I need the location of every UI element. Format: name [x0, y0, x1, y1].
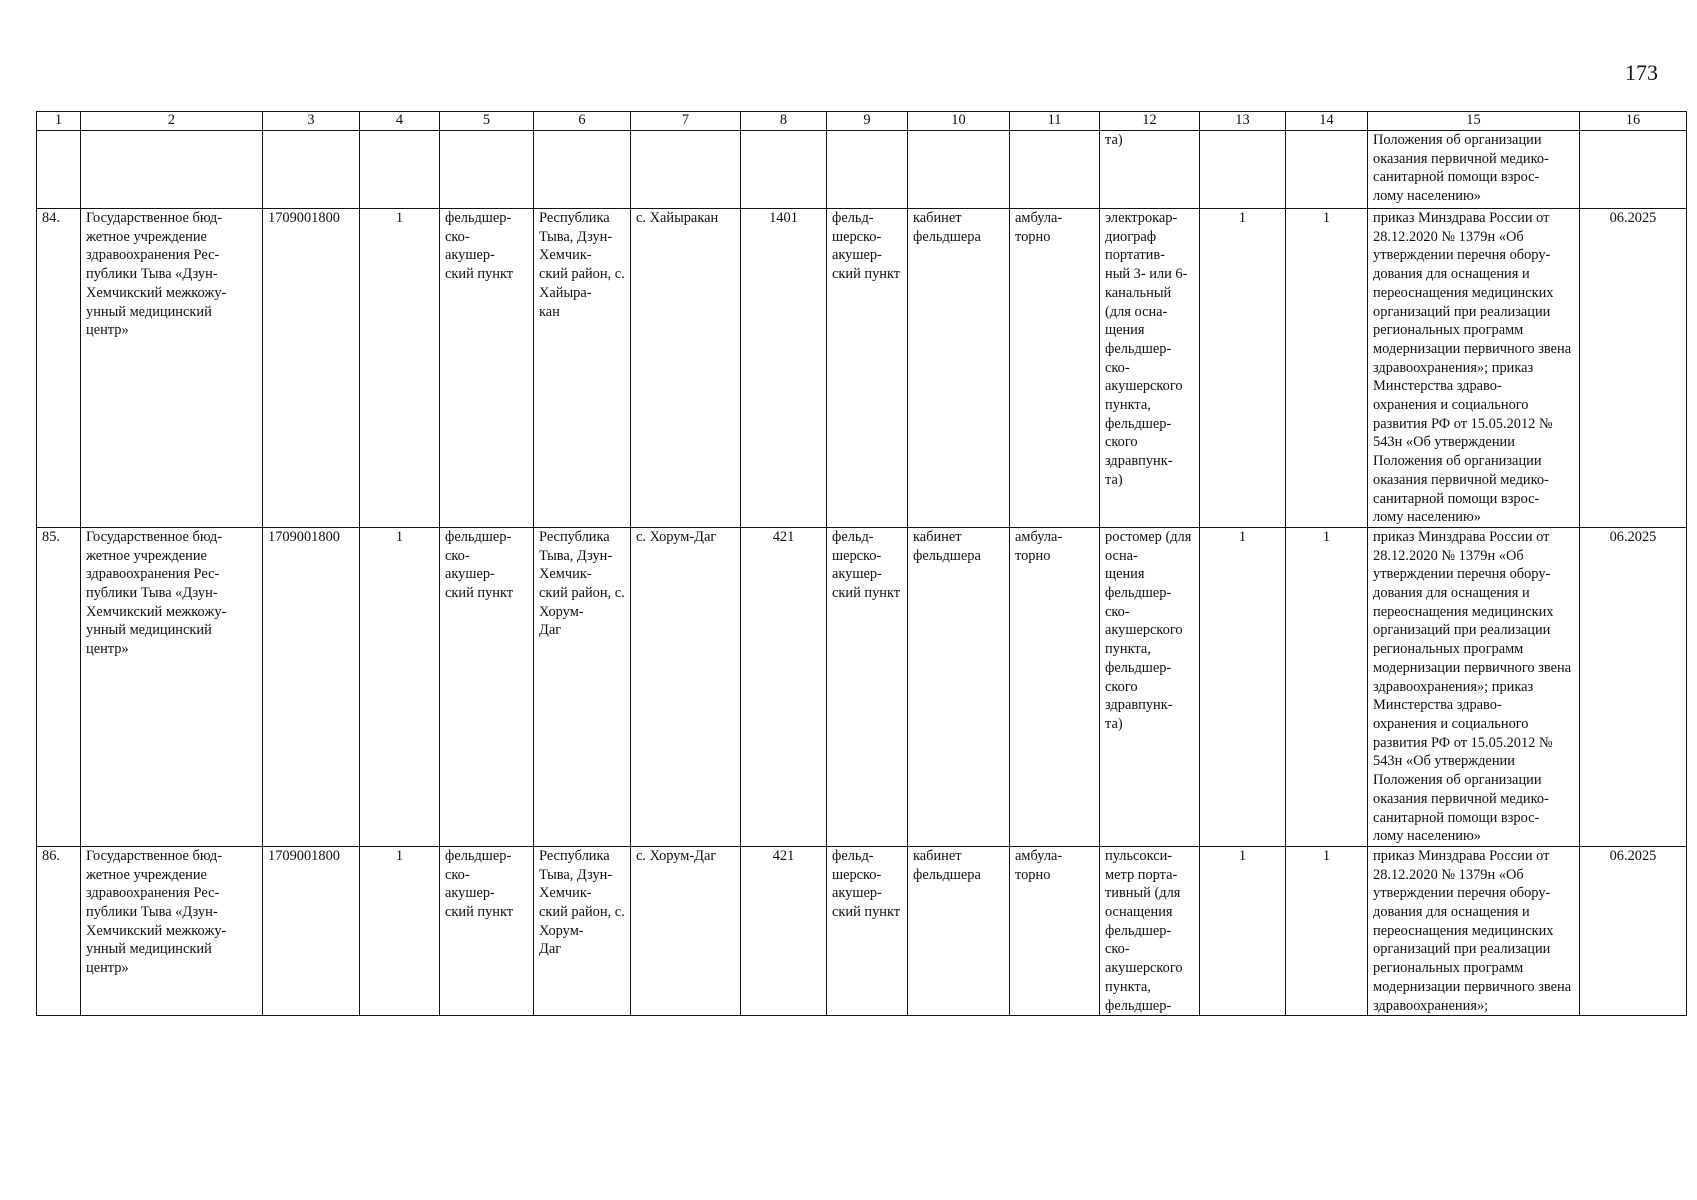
column-number-row: [37, 112, 1687, 131]
col13-cell: 1: [1200, 846, 1286, 1015]
date-cell: 06.2025: [1580, 846, 1687, 1015]
organization-cell: Государственное бюд- жетное учреждение здравоохранения Рес- публики Тыва «Дзун- Хемчикский межкожу- унный медицинский центр»: [81, 846, 263, 1015]
page-number: 173: [1625, 60, 1658, 85]
equipment-cell: электрокар- диограф портатив- ный 3- или 6-канальный (для осна- щения фельдшер- ско- акушерского пункта, фельдшер- ского здравпунк- та): [1100, 209, 1200, 528]
equipment-cell: ростомер (для осна- щения фельдшер- ско- акушерского пункта, фельдшер- ского здравпунк- та): [1100, 527, 1200, 846]
col14-cell: 1: [1286, 209, 1368, 528]
address-cell: Республика Тыва, Дзун- Хемчик- ский район, с. Хайыра- кан: [534, 209, 631, 528]
col-header: 6: [534, 112, 631, 131]
population-cell: 421: [741, 527, 827, 846]
code-cell: 1709001800: [263, 209, 360, 528]
col14-cell: 1: [1286, 846, 1368, 1015]
equipment-table: [36, 111, 1687, 1016]
basis-cell: приказ Минздрава России от 28.12.2020 № 1379н «Об утверждении перечня обору- дования для оснащения и переоснащения медицинских организаций при реализации региональных программ модернизации первичного звена здравоохранения»; приказ Минстерства здраво- охранения и социального развития РФ от 15.05.2012 № 543н «Об утверждении Положения об организации оказания первичной медико-санитарной помощи взрос- лому населению»: [1368, 527, 1580, 846]
col13-cell: 1: [1200, 209, 1286, 528]
row-number: 86.: [37, 846, 81, 1015]
col-header: 3: [263, 112, 360, 131]
col-header: 2: [81, 112, 263, 131]
equipment-cell: пульсокси- метр порта- тивный (для оснащения фельдшер- ско- акушерского пункта, фельдшер-: [1100, 846, 1200, 1015]
col-header: 4: [360, 112, 440, 131]
date-cell: 06.2025: [1580, 209, 1687, 528]
table-row: [37, 527, 1687, 846]
organization-cell: Государственное бюд- жетное учреждение здравоохранения Рес- публики Тыва «Дзун- Хемчикский межкожу- унный медицинский центр»: [81, 209, 263, 528]
population-cell: 1401: [741, 209, 827, 528]
equipment-cell: та): [1100, 131, 1200, 209]
locality-cell: с. Хайыракан: [631, 209, 741, 528]
address-cell: Республика Тыва, Дзун- Хемчик- ский район, с. Хорум- Даг: [534, 527, 631, 846]
unit-cell: фельд- шерско- акушер- ский пункт: [827, 527, 908, 846]
row-number: 85.: [37, 527, 81, 846]
date-cell: 06.2025: [1580, 527, 1687, 846]
locality-cell: с. Хорум-Даг: [631, 846, 741, 1015]
basis-cell: Положения об организации оказания первичной медико-санитарной помощи взрос- лому населению»: [1368, 131, 1580, 209]
room-cell: кабинет фельдшера: [908, 209, 1010, 528]
col-header: 11: [1010, 112, 1100, 131]
col-header: 5: [440, 112, 534, 131]
code-cell: 1709001800: [263, 527, 360, 846]
basis-cell: приказ Минздрава России от 28.12.2020 № 1379н «Об утверждении перечня обору- дования для оснащения и переоснащения медицинских организаций при реализации региональных программ модернизации первичного звена здравоохранения»;: [1368, 846, 1580, 1015]
mode-cell: амбула- торно: [1010, 527, 1100, 846]
col-header: 1: [37, 112, 81, 131]
col13-cell: 1: [1200, 527, 1286, 846]
basis-cell: приказ Минздрава России от 28.12.2020 № 1379н «Об утверждении перечня обору- дования для оснащения и переоснащения медицинских организаций при реализации региональных программ модернизации первичного звена здравоохранения»; приказ Минстерства здраво- охранения и социального развития РФ от 15.05.2012 № 543н «Об утверждении Положения об организации оказания первичной медико-санитарной помощи взрос- лому населению»: [1368, 209, 1580, 528]
col-header: 12: [1100, 112, 1200, 131]
quantity-cell: 1: [360, 527, 440, 846]
room-cell: кабинет фельдшера: [908, 846, 1010, 1015]
col-header: 15: [1368, 112, 1580, 131]
row-number: 84.: [37, 209, 81, 528]
continuation-row: [37, 131, 1687, 209]
mode-cell: амбула- торно: [1010, 209, 1100, 528]
col-header: 10: [908, 112, 1010, 131]
col-header: 7: [631, 112, 741, 131]
table-row: [37, 209, 1687, 528]
col14-cell: 1: [1286, 527, 1368, 846]
address-cell: Республика Тыва, Дзун- Хемчик- ский район, с. Хорум- Даг: [534, 846, 631, 1015]
unit-cell: фельд- шерско- акушер- ский пункт: [827, 209, 908, 528]
locality-cell: с. Хорум-Даг: [631, 527, 741, 846]
quantity-cell: 1: [360, 846, 440, 1015]
quantity-cell: 1: [360, 209, 440, 528]
mode-cell: амбула- торно: [1010, 846, 1100, 1015]
col-header: 8: [741, 112, 827, 131]
facility-cell: фельдшер- ско- акушер- ский пункт: [440, 209, 534, 528]
organization-cell: Государственное бюд- жетное учреждение здравоохранения Рес- публики Тыва «Дзун- Хемчикский межкожу- унный медицинский центр»: [81, 527, 263, 846]
col-header: 13: [1200, 112, 1286, 131]
col-header: 14: [1286, 112, 1368, 131]
unit-cell: фельд- шерско- акушер- ский пункт: [827, 846, 908, 1015]
code-cell: 1709001800: [263, 846, 360, 1015]
col-header: 16: [1580, 112, 1687, 131]
facility-cell: фельдшер- ско- акушер- ский пункт: [440, 846, 534, 1015]
population-cell: 421: [741, 846, 827, 1015]
col-header: 9: [827, 112, 908, 131]
table-row: [37, 846, 1687, 1015]
room-cell: кабинет фельдшера: [908, 527, 1010, 846]
facility-cell: фельдшер- ско- акушер- ский пункт: [440, 527, 534, 846]
